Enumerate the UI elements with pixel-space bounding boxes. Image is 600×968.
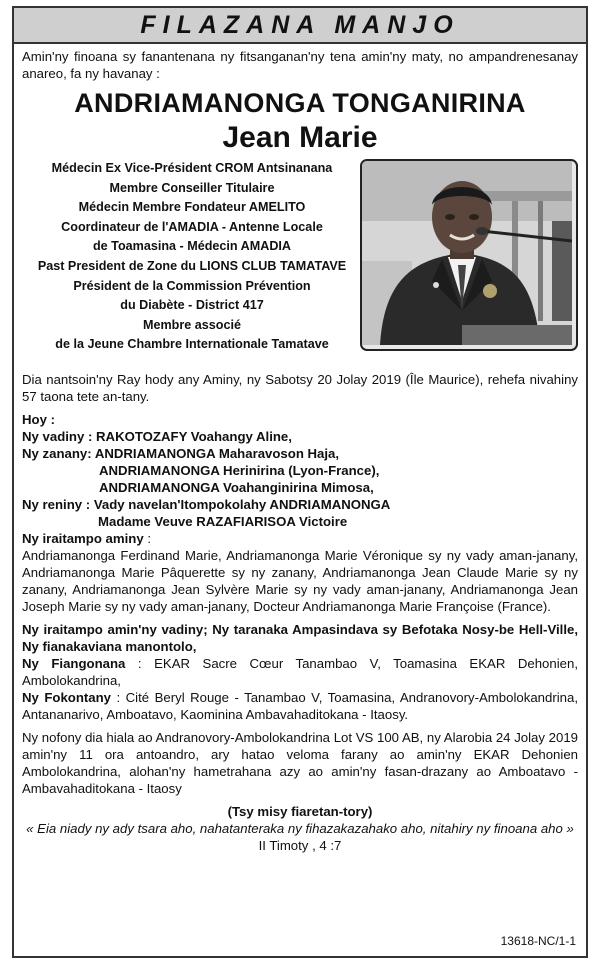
title-line: de la Jeune Chambre Internationale Tamatave (55, 337, 329, 352)
obituary-frame (12, 6, 588, 958)
mother-label: Ny reniny : (22, 497, 91, 512)
spouse-line (22, 428, 578, 445)
fokontany-text: : Cité Beryl Rouge - Tanambao V, Toamasina, Andranovory-Ambolokandrina, Antananarivo, Amboatavo, Kaominina Ambavahaditokana - Itaosy. (22, 690, 578, 722)
notice-reference: 13618-NC/1-1 (500, 934, 576, 948)
hoy-label: Hoy : (22, 412, 55, 427)
title-line: Médecin Membre Fondateur AMELITO (78, 200, 306, 215)
spouse-siblings: Ny iraitampo amin'ny vadiny; Ny taranaka Ampasindava sy Befotaka Nosy-be Hell-Ville, Ny fianakaviana manontolo, (22, 622, 578, 654)
deceased-firstname: Jean Marie (222, 121, 378, 154)
title-line: Médecin Ex Vice-Président CROM Antsinanana (51, 161, 333, 175)
portrait-photo (360, 159, 578, 351)
church-line (22, 655, 578, 689)
children-label: Ny zanany: (22, 446, 92, 461)
mother-name: Madame Veuve RAZAFIARISOA Victoire (98, 514, 348, 529)
titles-list (22, 159, 362, 355)
siblings-heading (22, 530, 578, 547)
child-name: ANDRIAMANONGA Maharavoson Haja, (94, 446, 340, 461)
title-line: de Toamasina - Médecin AMADIA (92, 239, 292, 254)
child-name: ANDRIAMANONGA Voahanginirina Mimosa, (99, 480, 374, 495)
closing-note: (Tsy misy fiaretan-tory) (227, 804, 373, 819)
quote-reference: II Timoty , 4 :7 (258, 838, 342, 853)
obituary-content (14, 44, 586, 854)
header-banner: FILAZANA MANJO (14, 8, 586, 44)
fokontany-line (22, 689, 578, 723)
title-line: Membre Conseiller Titulaire (109, 180, 275, 195)
title-line: Président de la Commission Prévention (73, 278, 311, 293)
siblings-label: Ny iraitampo aminy (22, 531, 144, 546)
title-line: Coordinateur de l'AMADIA - Antenne Locale (61, 219, 323, 234)
title-line: du Diabète - District 417 (120, 298, 264, 313)
bible-quote (22, 820, 578, 854)
titles-and-photo (22, 157, 578, 371)
spouse-name: RAKOTOZAFY Voahangy Aline, (96, 429, 292, 444)
fokontany-label: Ny Fokontany (22, 690, 112, 705)
quote-text: « Eia niady ny ady tsara aho, nahatanteraka ny fihazakazahako aho, nitahiry ny finoana aho » (26, 821, 574, 836)
portrait-photo-icon (362, 161, 572, 345)
mother-name: Vady navelan'Itompokolahy ANDRIAMANONGA (93, 497, 391, 512)
title-line: Past President de Zone du LIONS CLUB TAMATAVE (37, 258, 347, 273)
church-text: : EKAR Sacre Cœur Tanambao V, Toamasina EKAR Dehonien, Ambolokandrina, (22, 656, 578, 688)
child-name: ANDRIAMANONGA Herinirina (Lyon-France), (99, 463, 380, 478)
title-line: Membre associé (142, 317, 241, 332)
death-notice: Dia nantsoin'ny Ray hody any Aminy, ny Sabotsy 20 Jolay 2019 (Île Maurice), rehefa nivahiny 57 taona tete an-tany. (22, 372, 578, 404)
siblings-text: Andriamanonga Ferdinand Marie, Andriamanonga Marie Véronique sy ny vady aman-janany, Andriamanonga Marie Pâquerette sy ny zanany, Andriamanonga Jean Claude Marie sy ny zanany, Andriamanonga Jean Sylvère Marie sy ny vady aman-janany, Andriamanonga Jean Joseph Marie sy ny vady aman-janany, Docteur Andriamanonga Marie Françoise (France). (22, 548, 578, 614)
deceased-surname: ANDRIAMANONGA TONGANIRINA (74, 88, 526, 118)
spouse-label: Ny vadiny : (22, 429, 93, 444)
intro-text: Amin'ny finoana sy fanantenana ny fitsanganan'ny tena amin'ny maty, no ampandrenesanay anareo, fa ny havanay : (22, 49, 578, 81)
siblings-colon: : (143, 531, 151, 546)
church-label: Ny Fiangonana (22, 656, 126, 671)
mother-line (22, 496, 578, 513)
children-line (22, 445, 578, 462)
funeral-details: Ny nofony dia hiala ao Andranovory-Ambolokandrina Lot VS 100 AB, ny Alarobia 24 Jolay 2019 amin'ny 11 ora antoandro, ary hatao veloma farany ao amin'ny EKAR Dehonien Ambolokandrina, alohan'ny hametrahana azy ao amin'ny fasan-drazany ao Amboatavo - Ambavahaditokana - Itaosy (22, 730, 578, 796)
